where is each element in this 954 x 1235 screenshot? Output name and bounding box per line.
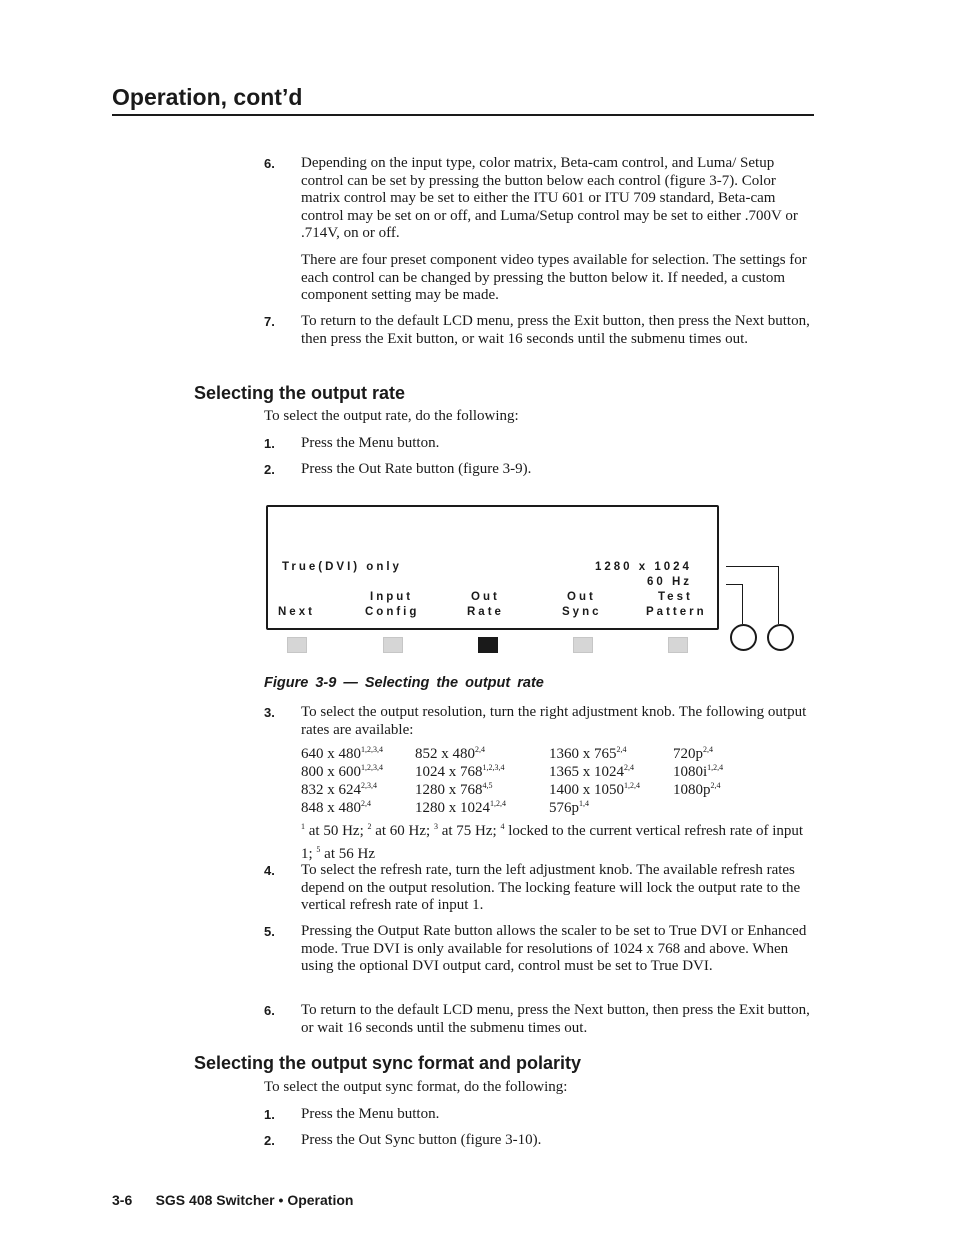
page-footer [112,1192,353,1208]
step-1-rate [264,435,816,453]
output-rate-footnote-ref: 2,4 [616,745,627,754]
step-number: 1. [264,1107,275,1122]
footnote-text: at 50 Hz; [305,823,368,839]
output-rate-cell [673,745,713,763]
page-number: 3-6 [112,1192,133,1208]
output-rate-value: 852 x 480 [415,746,475,762]
step-text: Press the Out Rate button (figure 3-9). [301,461,532,477]
section-intro: To select the output rate, do the following: [264,408,519,424]
lcd-menu-input-2: Config [365,606,420,618]
step-5 [264,923,816,976]
lcd-menu-outsync-2: Sync [562,606,602,618]
lcd-menu-outrate-2: Rate [467,606,504,618]
section-intro: To select the output sync format, do the following: [264,1079,568,1095]
test-pattern-button[interactable] [668,637,688,653]
footnote-marker: 2 [367,822,372,831]
output-rate-footnote-ref: 1,2,4 [490,799,506,808]
output-rate-footnote-ref: 2,4 [624,763,634,772]
step-6-top [264,155,816,243]
section-heading-output-rate: Selecting the output rate [194,383,406,403]
step-text: Pressing the Output Rate button allows the scaler to be set to True DVI or Enhanced mode. True DVI is only available for resolutions of 1024 x 768 and above. When using the optional DVI output card, control must be set to True DVI. [301,923,807,975]
output-rate-cell [301,763,383,781]
callout-line [778,566,779,624]
output-rate-value: 720p [673,746,703,762]
step-number: 1. [264,436,275,451]
lcd-mode: True(DVI) only [282,561,402,573]
output-rate-cell [415,763,505,781]
step-text: To return to the default LCD menu, press the Exit button, then press the Next button, then press the Exit button, or wait 16 seconds until the submenu times out. [301,313,810,347]
lcd-menu-test-2: Pattern [646,606,707,618]
input-config-button[interactable] [383,637,403,653]
footnote-marker: 4 [500,822,505,831]
step-text: To select the output resolution, turn the right adjustment knob. The following output rates are available: [301,704,807,738]
step-text: Press the Out Sync button (figure 3-10). [301,1132,542,1148]
footnote-text: locked to the current vertical refresh rate of input 1; [301,823,804,862]
output-rate-value: 1080i [673,764,708,780]
footnote-marker: 1 [301,822,305,831]
step-number: 6. [264,1003,275,1018]
output-rate-cell [549,745,627,763]
output-rate-cell [415,799,506,817]
callout-line [726,584,743,585]
output-rate-footnote-ref: 1,2,3,4 [361,745,383,754]
output-rate-value: 1080p [673,782,711,798]
callout-line [726,566,779,567]
lcd-menu-input-1: Input [370,591,414,603]
output-rate-value: 1024 x 768 [415,764,483,780]
output-rate-cell [673,781,721,799]
step-7-top [264,313,816,348]
step-text: Depending on the input type, color matrix, Beta-cam control, and Luma/ Setup control can be set by pressing the button below each control (figure 3-7). Color matrix control may be set to either the ITU 601 or ITU 709 standard, Beta-cam control may be set on or off, and Luma/Setup control may be set to either .700V or .714V, on or off. [301,155,798,242]
out-rate-button[interactable] [478,637,498,653]
output-rate-footnote-ref: 1,2,3,4 [361,763,383,772]
lcd-refresh: 60 Hz [647,576,693,588]
output-rate-cell [415,781,493,799]
output-rate-footnote-ref: 2,4 [475,745,485,754]
output-rate-value: 1365 x 1024 [549,764,624,780]
step-text: To select the refresh rate, turn the left adjustment knob. The available refresh rates depend on the output resolution. The locking feature will lock the output rate to the vertical refresh rate of input 1. [301,862,801,914]
output-rate-cell [301,781,377,799]
step-number: 2. [264,1133,275,1148]
footnotes [301,818,816,863]
footnote-marker: 5 [316,844,321,854]
section-heading-output-sync: Selecting the output sync format and polarity [194,1053,582,1073]
step-4 [264,862,816,915]
lcd-menu-next: Next [278,606,315,618]
lcd-menu-outrate-1: Out [471,591,500,603]
footnote-text: at 56 Hz [320,845,375,862]
output-rate-value: 800 x 600 [301,764,361,780]
step-3 [264,704,816,739]
output-rate-footnote-ref: 2,4 [710,781,721,790]
step-1-sync [264,1106,816,1124]
output-rate-cell [301,745,383,763]
next-button[interactable] [287,637,307,653]
right-adjustment-knob[interactable] [767,624,794,651]
figure-caption: Figure 3-9 — Selecting the output rate [264,675,544,691]
output-rate-value: 576p [549,800,579,816]
step-2-rate [264,461,816,479]
output-rate-cell [549,781,640,799]
output-rate-footnote-ref: 1,2,4 [707,763,724,772]
output-rate-value: 1280 x 768 [415,782,483,798]
step-text: Press the Menu button. [301,1106,440,1122]
output-rate-footnote-ref: 2,3,4 [361,781,377,790]
step-text: Press the Menu button. [301,435,440,451]
output-rate-footnote-ref: 2,4 [361,799,371,808]
step-number: 2. [264,462,275,477]
left-adjustment-knob[interactable] [730,624,757,651]
step-number: 3. [264,705,275,720]
lcd-resolution: 1280 x 1024 [595,561,692,573]
footnote-text: at 75 Hz; [437,823,501,839]
step-2-sync [264,1132,816,1150]
output-rate-cell [673,763,723,781]
out-sync-button[interactable] [573,637,593,653]
footnote-marker: 3 [433,822,438,831]
page-title: Operation, cont’d [112,84,303,110]
step-text: To return to the default LCD menu, press the Next button, then press the Exit button, or wait 16 seconds until the submenu times out. [301,1002,810,1036]
output-rate-value: 832 x 624 [301,782,361,798]
step-6-bottom [264,1002,816,1037]
lcd-menu-test-1: Test [658,591,693,603]
output-rate-cell [549,763,634,781]
output-rate-value: 1400 x 1050 [549,782,624,798]
step-number: 6. [264,156,275,171]
output-rate-footnote-ref: 2,4 [703,745,713,754]
footnote-text: at 60 Hz; [371,823,434,839]
callout-line [742,584,743,624]
output-rate-footnote-ref: 1,2,4 [624,781,640,790]
output-rate-value: 848 x 480 [301,800,361,816]
output-rate-cell [301,799,371,817]
output-rate-value: 1360 x 765 [549,746,617,762]
step-number: 5. [264,924,275,939]
output-rate-footnote-ref: 4,5 [482,781,493,790]
step-6-continuation: There are four preset component video types available for selection. The settings for each control can be changed by pressing the button below it. If needed, a custom component setting may be made. [301,252,807,304]
document-title: SGS 408 Switcher • Operation [155,1192,354,1208]
output-rate-footnote-ref: 1,4 [579,799,589,808]
header-rule [112,114,814,116]
output-rate-value: 1280 x 1024 [415,800,490,816]
output-rate-cell [415,745,485,763]
lcd-display [266,505,719,630]
output-rate-value: 640 x 480 [301,746,361,762]
step-number: 7. [264,314,275,329]
step-number: 4. [264,863,275,878]
output-rate-footnote-ref: 1,2,3,4 [482,763,505,772]
lcd-menu-outsync-1: Out [567,591,596,603]
output-rate-cell [549,799,589,817]
